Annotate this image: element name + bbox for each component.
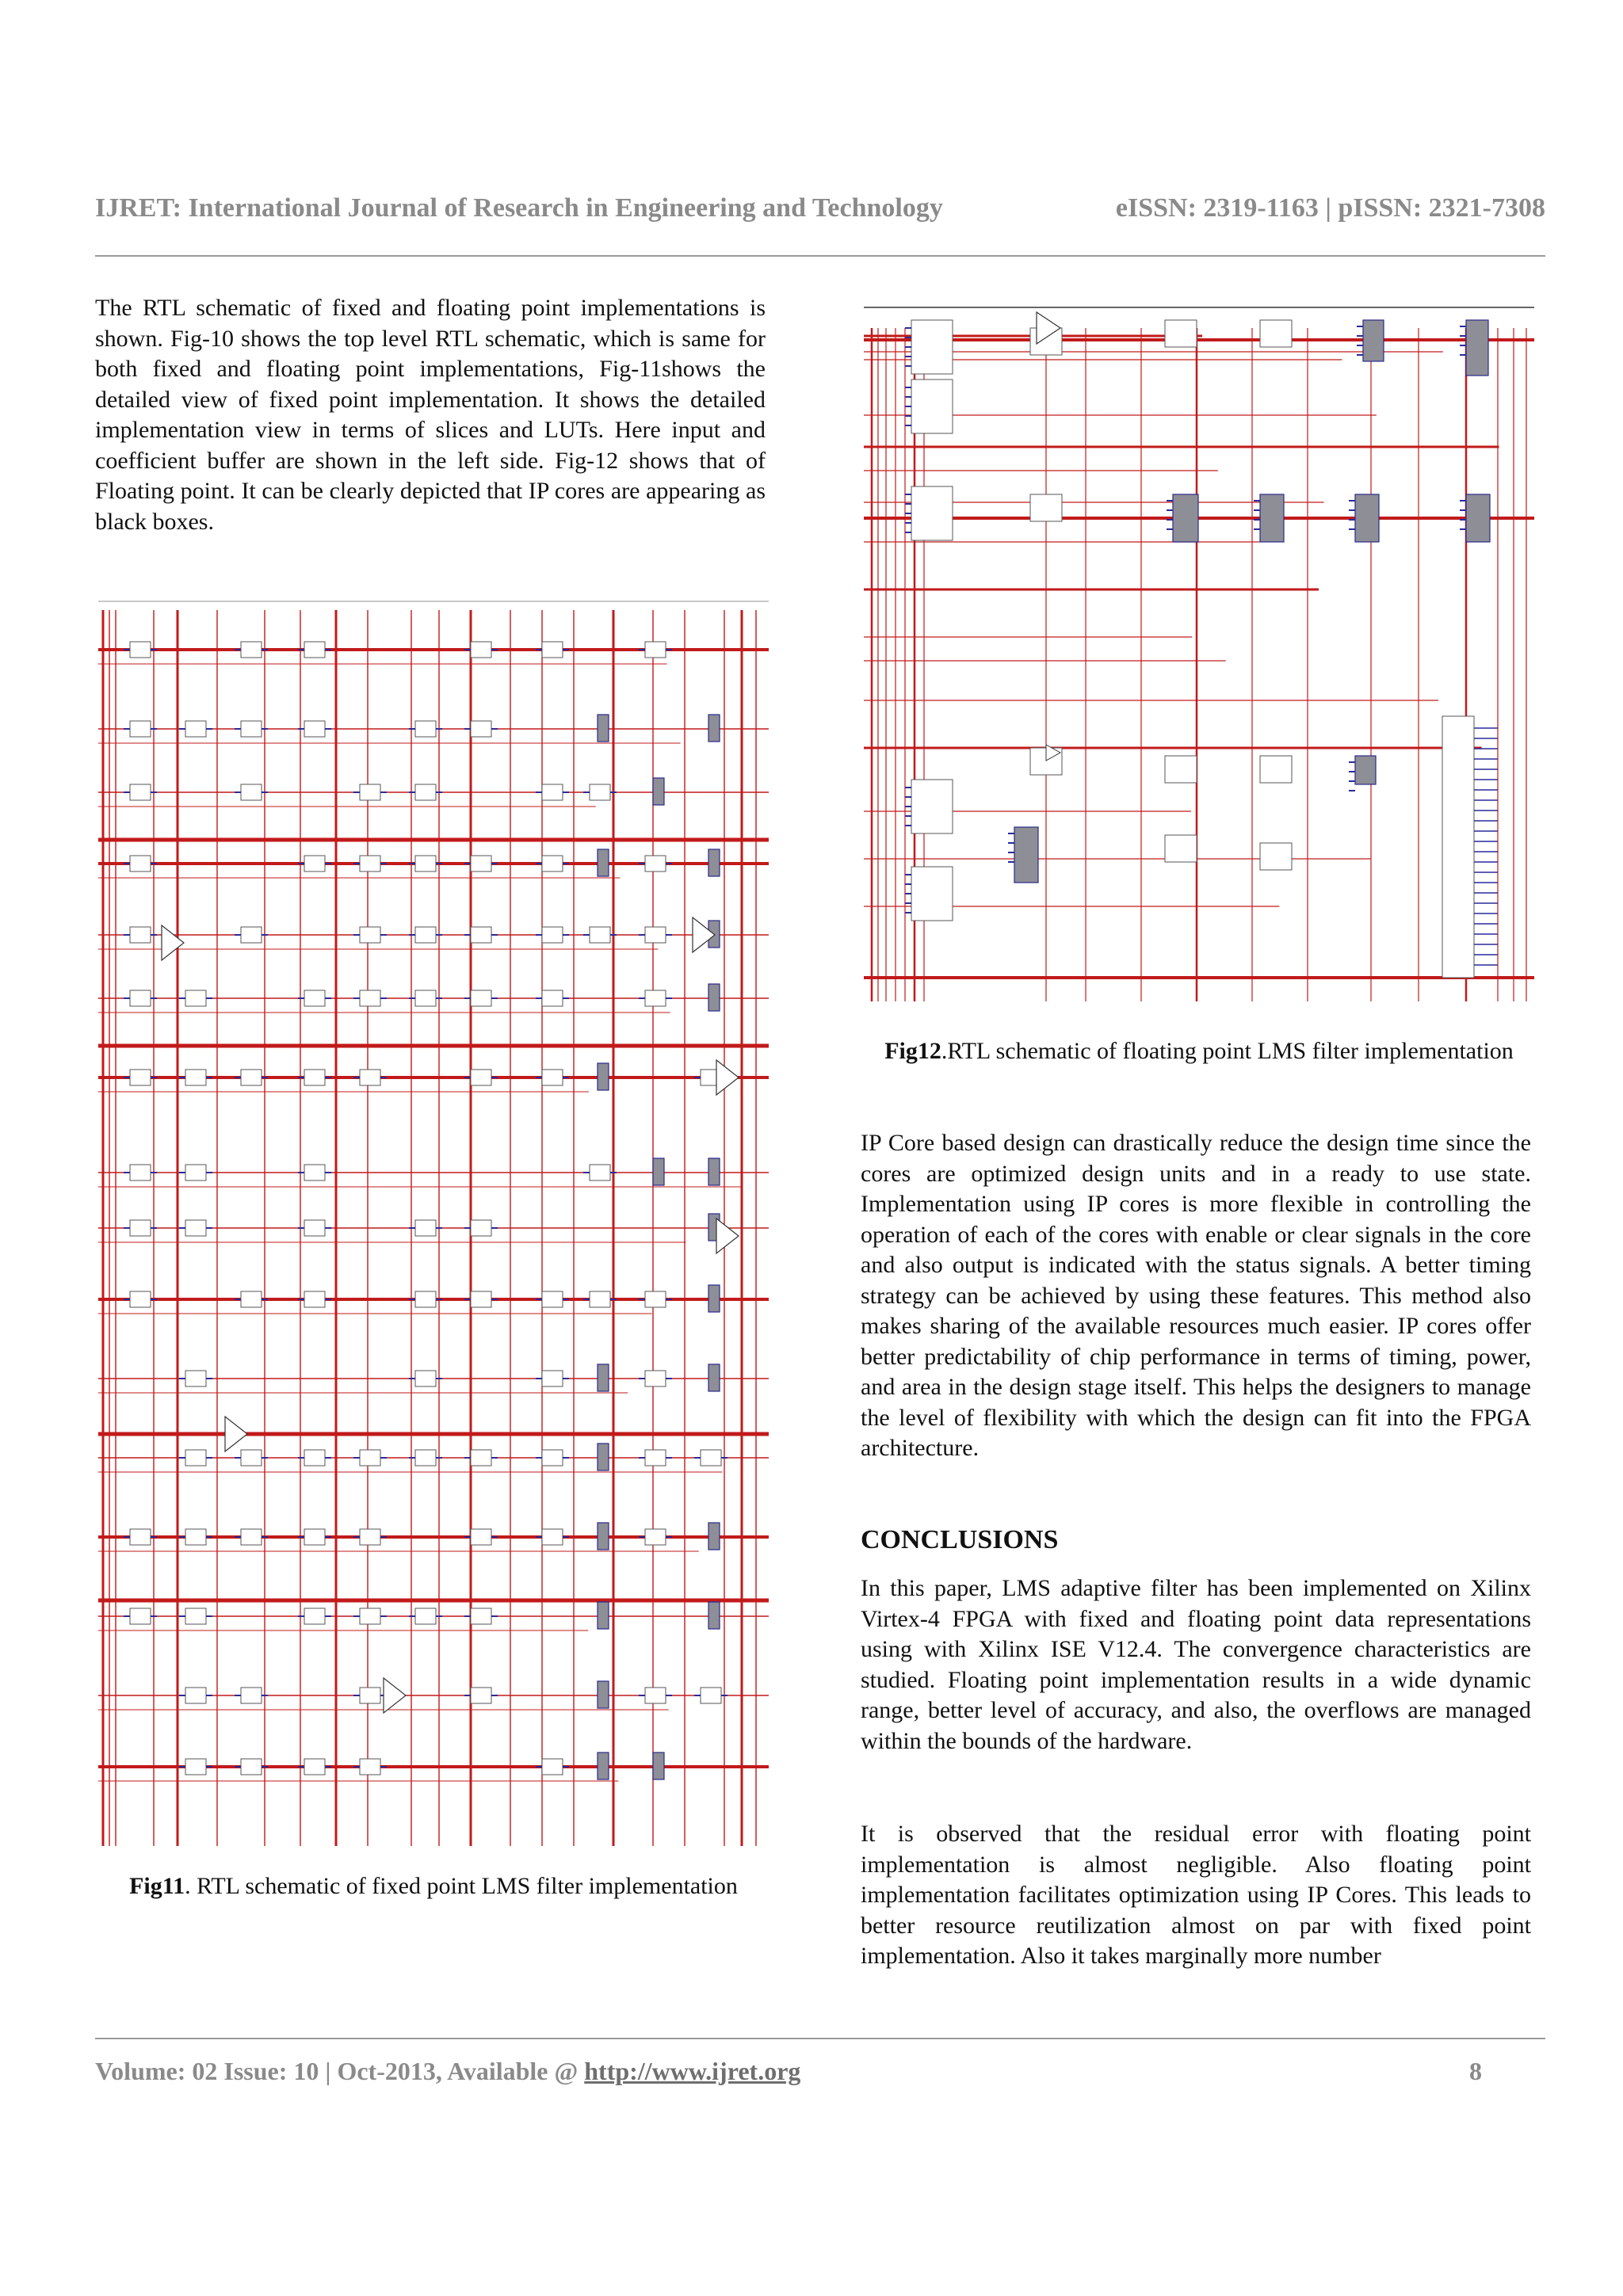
ip-core-block bbox=[708, 1158, 720, 1185]
output-register-bank bbox=[1442, 716, 1474, 978]
ip-core-block bbox=[708, 1602, 720, 1629]
flip-flop-cell bbox=[471, 1070, 491, 1085]
flip-flop-cell bbox=[415, 1450, 436, 1466]
flip-flop-cell bbox=[185, 1608, 206, 1624]
fig12-caption bbox=[864, 1036, 1534, 1066]
ip-core-block bbox=[1355, 756, 1376, 784]
fig11-label: Fig11 bbox=[129, 1873, 185, 1899]
ip-core-block bbox=[598, 715, 609, 742]
flip-flop-cell bbox=[471, 642, 491, 658]
flip-flop-cell bbox=[471, 1608, 491, 1624]
multiplier-symbol bbox=[384, 1678, 406, 1713]
register-block bbox=[911, 320, 953, 374]
flip-flop-cell bbox=[471, 856, 491, 871]
flip-flop-cell bbox=[701, 1450, 721, 1466]
flip-flop-cell bbox=[241, 1070, 262, 1085]
register-block bbox=[911, 867, 953, 921]
ip-core-block bbox=[708, 715, 720, 742]
ip-core-block bbox=[708, 1285, 720, 1312]
flip-flop-cell bbox=[185, 1450, 206, 1466]
ip-core-block bbox=[598, 1602, 609, 1629]
left-column bbox=[95, 293, 766, 537]
flip-flop-cell bbox=[185, 1529, 206, 1545]
flip-flop-cell bbox=[241, 721, 262, 737]
conclusions-paragraph-2: It is observed that the residual error with floating point implementation is almost negligible. Also floating point implementation facilitates optimization using IP Cores. This leads to better resource reutilization almost on par with fixed point implementation. Also it takes marginally more number bbox=[861, 1821, 1531, 1969]
ip-core-block bbox=[1355, 494, 1379, 542]
flip-flop-cell bbox=[185, 990, 206, 1006]
fig12-schematic bbox=[864, 304, 1534, 1005]
conclusions-heading: CONCLUSIONS bbox=[861, 1525, 1059, 1554]
flip-flop-cell bbox=[542, 990, 563, 1006]
flip-flop-cell bbox=[130, 784, 151, 800]
delay-block bbox=[1260, 320, 1292, 347]
ip-core-block bbox=[598, 1681, 609, 1708]
flip-flop-cell bbox=[185, 1070, 206, 1085]
flip-flop-cell bbox=[360, 927, 380, 943]
ip-core-block bbox=[1363, 320, 1384, 361]
flip-flop-cell bbox=[360, 1759, 380, 1775]
ip-core-block bbox=[708, 849, 720, 876]
flip-flop-cell bbox=[415, 1291, 436, 1307]
flip-flop-cell bbox=[360, 1529, 380, 1545]
volume-info: Volume: 02 Issue: 10 | Oct-2013, Available @ bbox=[95, 2057, 585, 2085]
fig11-schematic-drawing bbox=[98, 602, 769, 1846]
flip-flop-cell bbox=[645, 927, 666, 943]
ip-core-block bbox=[598, 849, 609, 876]
flip-flop-cell bbox=[415, 784, 436, 800]
flip-flop-cell bbox=[590, 784, 610, 800]
flip-flop-cell bbox=[415, 721, 436, 737]
delay-block bbox=[1260, 843, 1292, 870]
flip-flop-cell bbox=[542, 1291, 563, 1307]
delay-block bbox=[1165, 835, 1197, 862]
flip-flop-cell bbox=[130, 856, 151, 871]
footer-rule bbox=[95, 2038, 1545, 2039]
flip-flop-cell bbox=[130, 1529, 151, 1545]
flip-flop-cell bbox=[360, 1608, 380, 1624]
ip-core-block bbox=[1466, 494, 1490, 542]
flip-flop-cell bbox=[304, 856, 325, 871]
multiplier-symbol bbox=[716, 1060, 739, 1095]
flip-flop-cell bbox=[415, 990, 436, 1006]
ip-core-block bbox=[708, 1364, 720, 1391]
intro-paragraph: The RTL schematic of fixed and floating point implementations is shown. Fig-10 shows the top level RTL schematic, which is same for both fixed and floating point implementations, Fig-11shows the detailed view of fixed point implementation. It shows the detailed implementation view in terms of slices and LUTs. Here input and coefficient buffer are shown in the left side. Fig-12 shows that of Floating point. It can be clearly depicted that IP cores are appearing as black boxes. bbox=[95, 295, 766, 535]
flip-flop-cell bbox=[471, 721, 491, 737]
delay-block bbox=[1165, 756, 1197, 783]
ip-core-block bbox=[598, 1063, 609, 1090]
flip-flop-cell bbox=[241, 642, 262, 658]
multiplier-symbol bbox=[162, 925, 184, 960]
flip-flop-cell bbox=[185, 1688, 206, 1703]
flip-flop-cell bbox=[304, 990, 325, 1006]
ip-core-block bbox=[1014, 827, 1038, 883]
flip-flop-cell bbox=[590, 927, 610, 943]
flip-flop-cell bbox=[304, 642, 325, 658]
flip-flop-cell bbox=[185, 721, 206, 737]
flip-flop-cell bbox=[542, 1759, 563, 1775]
flip-flop-cell bbox=[471, 1220, 491, 1236]
ip-core-block bbox=[598, 1753, 609, 1779]
flip-flop-cell bbox=[590, 1165, 610, 1180]
ip-core-block bbox=[598, 1364, 609, 1391]
flip-flop-cell bbox=[241, 1688, 262, 1703]
flip-flop-cell bbox=[645, 1371, 666, 1386]
flip-flop-cell bbox=[360, 1070, 380, 1085]
ip-core-block bbox=[653, 778, 664, 805]
flip-flop-cell bbox=[415, 927, 436, 943]
flip-flop-cell bbox=[241, 1291, 262, 1307]
flip-flop-cell bbox=[185, 1220, 206, 1236]
flip-flop-cell bbox=[304, 1608, 325, 1624]
fig12-caption-text: .RTL schematic of floating point LMS filter implementation bbox=[941, 1038, 1514, 1064]
flip-flop-cell bbox=[130, 1220, 151, 1236]
flip-flop-cell bbox=[542, 927, 563, 943]
flip-flop-cell bbox=[360, 1450, 380, 1466]
journal-link[interactable]: http://www.ijret.org bbox=[584, 2057, 801, 2085]
flip-flop-cell bbox=[471, 1450, 491, 1466]
delay-block bbox=[1260, 756, 1292, 783]
flip-flop-cell bbox=[360, 784, 380, 800]
flip-flop-cell bbox=[701, 1688, 721, 1703]
fig12-label: Fig12 bbox=[884, 1038, 941, 1064]
flip-flop-cell bbox=[645, 1450, 666, 1466]
multiplier-symbol bbox=[716, 1219, 739, 1253]
flip-flop-cell bbox=[130, 990, 151, 1006]
fig11-caption bbox=[98, 1871, 769, 1901]
flip-flop-cell bbox=[645, 1688, 666, 1703]
flip-flop-cell bbox=[471, 1688, 491, 1703]
flip-flop-cell bbox=[542, 1529, 563, 1545]
flip-flop-cell bbox=[360, 856, 380, 871]
flip-flop-cell bbox=[542, 1450, 563, 1466]
flip-flop-cell bbox=[542, 642, 563, 658]
flip-flop-cell bbox=[241, 927, 262, 943]
flip-flop-cell bbox=[645, 642, 666, 658]
flip-flop-cell bbox=[304, 1070, 325, 1085]
flip-flop-cell bbox=[645, 990, 666, 1006]
fig12-schematic-drawing bbox=[864, 304, 1534, 1005]
flip-flop-cell bbox=[590, 1291, 610, 1307]
flip-flop-cell bbox=[471, 990, 491, 1006]
flip-flop-cell bbox=[415, 856, 436, 871]
flip-flop-cell bbox=[304, 1759, 325, 1775]
ip-core-block bbox=[708, 984, 720, 1011]
header-rule bbox=[95, 255, 1545, 257]
flip-flop-cell bbox=[130, 1165, 151, 1180]
flip-flop-cell bbox=[304, 1450, 325, 1466]
flip-flop-cell bbox=[415, 1608, 436, 1624]
flip-flop-cell bbox=[130, 1070, 151, 1085]
fig11-caption-text: . RTL schematic of fixed point LMS filter implementation bbox=[185, 1873, 738, 1899]
ip-core-block bbox=[1173, 494, 1198, 542]
page-footer bbox=[95, 2057, 1482, 2086]
flip-flop-cell bbox=[471, 927, 491, 943]
flip-flop-cell bbox=[241, 784, 262, 800]
flip-flop-cell bbox=[130, 927, 151, 943]
ip-core-block bbox=[1466, 320, 1488, 376]
flip-flop-cell bbox=[542, 1070, 563, 1085]
issn-info: eISSN: 2319-1163 | pISSN: 2321-7308 bbox=[1115, 193, 1545, 223]
flip-flop-cell bbox=[304, 1165, 325, 1180]
flip-flop-cell bbox=[304, 1291, 325, 1307]
ip-core-block bbox=[598, 1444, 609, 1470]
flip-flop-cell bbox=[130, 1291, 151, 1307]
delay-block bbox=[1030, 494, 1062, 521]
flip-flop-cell bbox=[542, 856, 563, 871]
conclusions-paragraph-1: In this paper, LMS adaptive filter has been implemented on Xilinx Virtex-4 FPGA with fixed and floating point data representations using with Xilinx ISE V12.4. The convergence characteristics are studied. Floating point implementation results in a wide dynamic range, better level of accuracy, and also, the overflows are managed within the bounds of the hardware. bbox=[861, 1575, 1531, 1754]
page-number: 8 bbox=[1469, 2057, 1482, 2085]
flip-flop-cell bbox=[304, 1220, 325, 1236]
flip-flop-cell bbox=[185, 1371, 206, 1386]
ip-core-paragraph: IP Core based design can drastically reduce the design time since the cores are optimized design units and in a ready to use state. Implementation using IP cores is more flexible in controlling the operation of each of the cores with enable or clear signals in the core and also output is indicated with the status signals. A better timing strategy can be achieved by using these features. This method also makes sharing of the available resources much easier. IP cores offer better predictability of chip performance in terms of timing, power, and area in the design stage itself. This helps the designers to manage the level of flexibility with which the design can fit into the FPGA architecture. bbox=[861, 1130, 1531, 1461]
delay-block bbox=[1165, 320, 1197, 347]
flip-flop-cell bbox=[185, 1165, 206, 1180]
flip-flop-cell bbox=[360, 990, 380, 1006]
fig11-schematic bbox=[98, 601, 769, 1846]
flip-flop-cell bbox=[130, 642, 151, 658]
flip-flop-cell bbox=[241, 1759, 262, 1775]
flip-flop-cell bbox=[130, 721, 151, 737]
flip-flop-cell bbox=[130, 1608, 151, 1624]
flip-flop-cell bbox=[542, 784, 563, 800]
flip-flop-cell bbox=[471, 1529, 491, 1545]
flip-flop-cell bbox=[645, 1291, 666, 1307]
flip-flop-cell bbox=[304, 1529, 325, 1545]
flip-flop-cell bbox=[241, 1450, 262, 1466]
page-header bbox=[95, 193, 1545, 223]
ip-core-block bbox=[708, 1523, 720, 1550]
flip-flop-cell bbox=[645, 856, 666, 871]
ip-core-block bbox=[1260, 494, 1284, 542]
journal-title: IJRET: International Journal of Research in Engineering and Technology bbox=[95, 193, 943, 223]
ip-core-block bbox=[653, 1158, 664, 1185]
flip-flop-cell bbox=[241, 1529, 262, 1545]
flip-flop-cell bbox=[542, 1371, 563, 1386]
flip-flop-cell bbox=[304, 721, 325, 737]
ip-core-block bbox=[653, 1753, 664, 1779]
ip-core-block bbox=[598, 1523, 609, 1550]
flip-flop-cell bbox=[185, 1759, 206, 1775]
flip-flop-cell bbox=[360, 1688, 380, 1703]
flip-flop-cell bbox=[471, 1291, 491, 1307]
register-block bbox=[911, 486, 953, 540]
flip-flop-cell bbox=[415, 1371, 436, 1386]
multiplier-symbol bbox=[225, 1417, 247, 1451]
flip-flop-cell bbox=[415, 1220, 436, 1236]
flip-flop-cell bbox=[645, 1529, 666, 1545]
register-block bbox=[911, 780, 953, 833]
register-block bbox=[911, 379, 953, 433]
